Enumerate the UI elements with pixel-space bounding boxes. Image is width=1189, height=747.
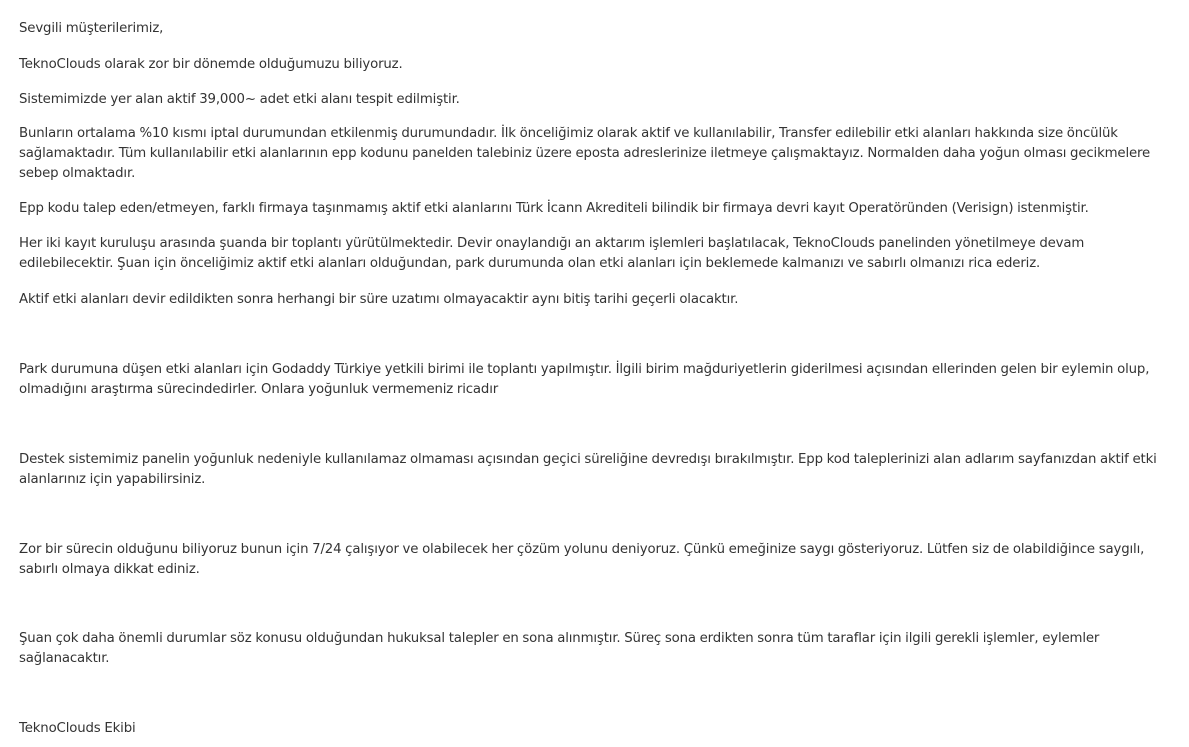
paragraph-epp-transfer: Epp kodu talep eden/etmeyen, farklı firmaya taşınmamış aktif etki alanlarını Türk İcann Akrediteli bilindik bir firmaya devri kayıt Operatöründen (Verisign) istenmiştir. [19,201,1089,216]
paragraph-cancellation-impact: Bunların ortalama %10 kısmı iptal durumundan etkilenmiş durumundadır. İlk önceliğimiz olarak aktif ve kullanılabilir, Transfer edilebilir etki alanları hakkında size öncülük sağlamaktadır. Tüm kullanılabilir etki alanlarının epp kodunu panelden talebiniz üzere eposta adreslerinize iletmeye çalışmaktayız. Normalden daha yoğun olması gecikmelere sebep olmaktadır. [19,126,1151,181]
paragraph-support-system: Destek sistemimiz panelin yoğunluk nedeniyle kullanılamaz olmaması açısından geçici süreliğine devredışı bırakılmıştır. Epp kod taleplerinizi alan adlarım sayfanızdan aktif etki alanlarınız için yapabilirsiniz. [19,452,1157,487]
paragraph-park-status: Park durumuna düşen etki alanları için Godaddy Türkiye yetkili birimi ile toplantı yapılmıştır. İlgili birim mağduriyetlerin giderilmesi açısından ellerinden gelen bir eylemin olup, olmadığını araştırma sürecindedirler. Onlara yoğunluk vermemeniz ricadır [19,362,1150,397]
paragraph-intro: TeknoClouds olarak zor bir dönemde olduğumuzu biliyoruz. [19,57,403,72]
paragraph-difficult-process: Zor bir sürecin olduğunu biliyoruz bunun için 7/24 çalışıyor ve olabilecek her çözüm yolunu deniyoruz. Çünkü emeğinize saygı gösteriyoruz. Lütfen siz de olabildiğince saygılı, sabırlı olmaya dikkat ediniz. [19,542,1145,577]
greeting: Sevgili müşterilerimiz, [19,21,164,36]
signature: TeknoClouds Ekibi [19,721,136,736]
paragraph-expiry-info: Aktif etki alanları devir edildikten sonra herhangi bir süre uzatımı olmayacaktir aynı bitiş tarihi geçerli olacaktır. [19,292,739,307]
paragraph-domain-count: Sistemimizde yer alan aktif 39,000~ adet etki alanı tespit edilmiştir. [19,92,460,107]
paragraph-legal-requests: Şuan çok daha önemli durumlar söz konusu olduğundan hukuksal talepler en sona alınmıştır. Süreç sona erdikten sonra tüm taraflar için ilgili gerekli işlemler, eylemler sağlanacaktır. [19,631,1100,666]
paragraph-registrar-meeting: Her iki kayıt kuruluşu arasında şuanda bir toplantı yürütülmektedir. Devir onaylandığı an aktarım işlemleri başlatılacak, TeknoClouds panelinden yönetilmeye devam edilebilecektir. Şuan için önceliğimiz aktif etki alanları olduğundan, park durumunda olan etki alanları için beklemede kalmanızı ve sabırlı olmanızı rica ederiz. [19,236,1085,271]
